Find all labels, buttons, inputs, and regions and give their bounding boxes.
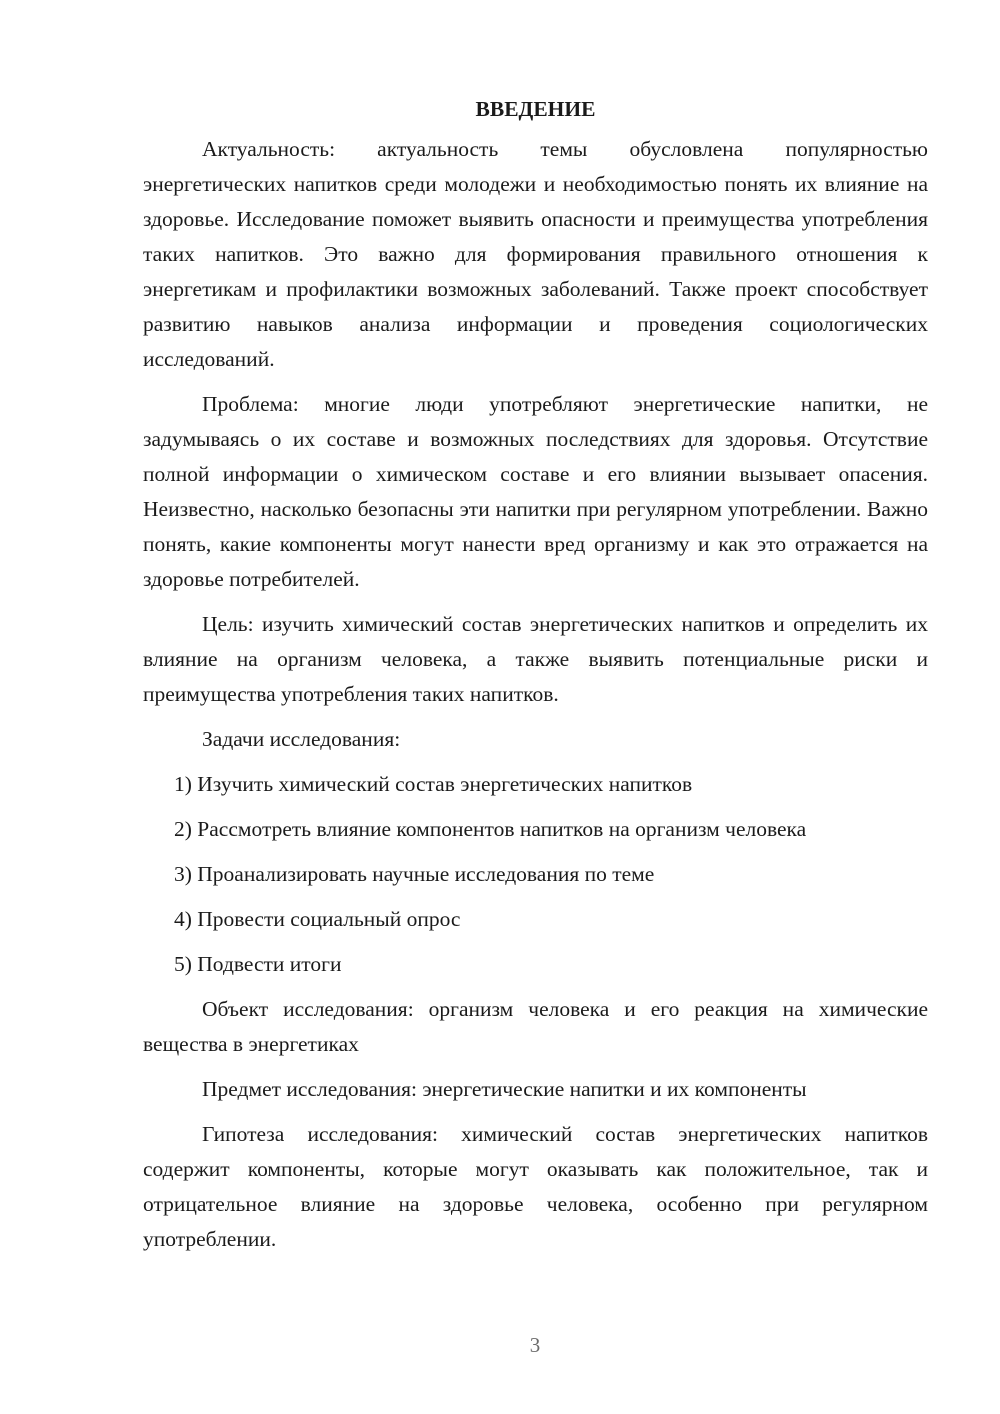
document-page <box>143 92 928 1267</box>
paragraph-subject: Предмет исследования: энергетические напитки и их компоненты <box>202 1077 807 1101</box>
paragraph-goal: Цель: изучить химический состав энергетических напитков и определить их влияние на организм человека, а также выявить потенциальные риски и преимущества употребления таких напитков. <box>143 612 928 706</box>
section-title: ВВЕДЕНИЕ <box>475 97 596 121</box>
list-item: 2) Рассмотреть влияние компонентов напитков на организм человека <box>174 817 807 841</box>
tasks-list <box>143 767 928 982</box>
tasks-heading: Задачи исследования: <box>202 727 401 751</box>
paragraph-object: Объект исследования: организм человека и его реакция на химические вещества в энергетиках <box>143 997 928 1056</box>
page-number: 3 <box>529 1333 541 1357</box>
paragraph-relevance: Актуальность: актуальность темы обусловлена популярностью энергетических напитков среди молодежи и необходимостью понять их влияние на здоровье. Исследование поможет выявить опасности и преимущества употребления таких напитков. Это важно для формирования правильного отношения к энергетикам и профилактики возможных заболеваний. Также проект способствует развитию навыков анализа информации и проведения социологических исследований. <box>143 137 928 371</box>
paragraph-problem: Проблема: многие люди употребляют энергетические напитки, не задумываясь о их составе и возможных последствиях для здоровья. Отсутствие полной информации о химическом составе и его влиянии вызывает опасения. Неизвестно, насколько безопасны эти напитки при регулярном употреблении. Важно понять, какие компоненты могут нанести вред организму и как это отражается на здоровье потребителей. <box>143 392 928 591</box>
paragraph-hypothesis: Гипотеза исследования: химический состав энергетических напитков содержит компоненты, которые могут оказывать как положительное, так и отрицательное влияние на здоровье человека, особенно при регулярном употреблении. <box>143 1122 928 1251</box>
list-item: 1) Изучить химический состав энергетических напитков <box>174 772 693 796</box>
list-item: 5) Подвести итоги <box>174 952 342 976</box>
list-item: 4) Провести социальный опрос <box>174 907 461 931</box>
list-item: 3) Проанализировать научные исследования по теме <box>174 862 655 886</box>
